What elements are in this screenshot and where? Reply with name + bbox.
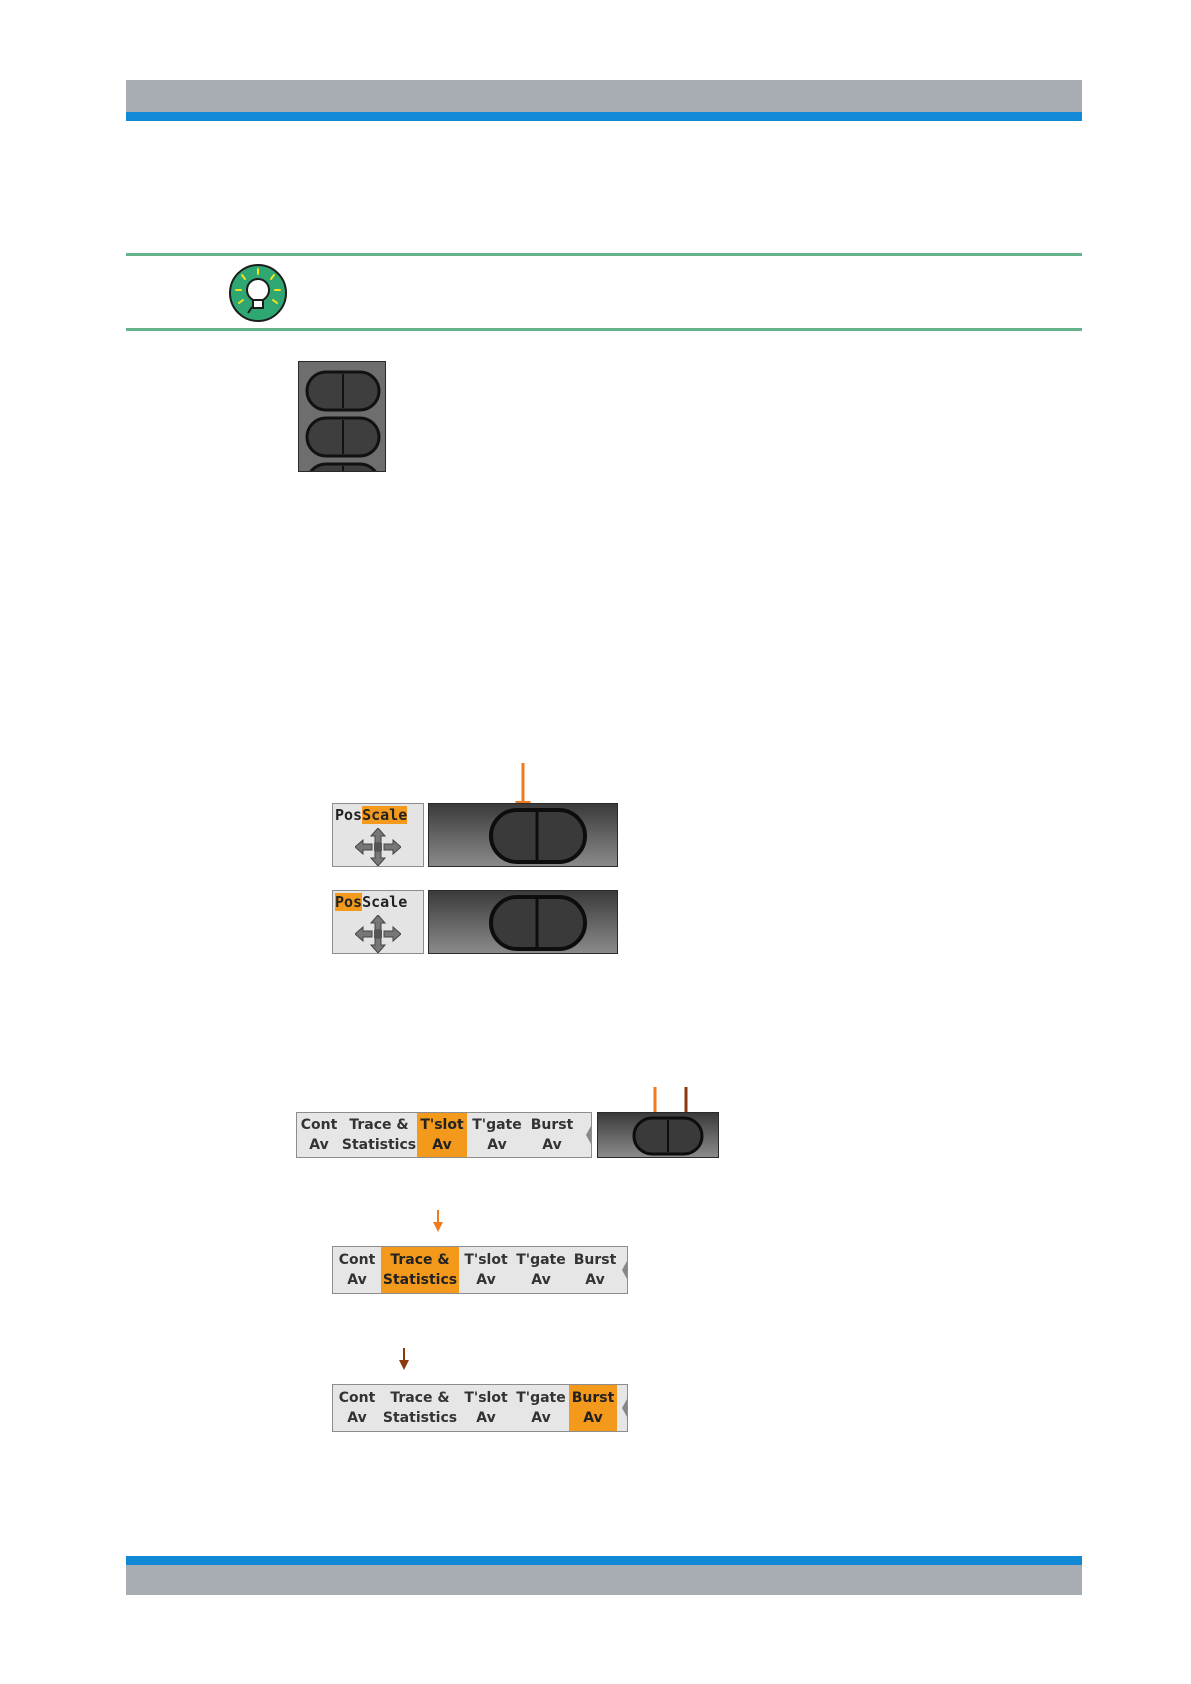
menu-item-trace-statistics[interactable]: [381, 1385, 459, 1431]
menu-item-line1: T'slot: [464, 1252, 508, 1268]
menu-item-burst-av[interactable]: [527, 1113, 577, 1157]
scroll-indicator: [621, 1385, 627, 1431]
posscale-panel-pos[interactable]: [332, 890, 424, 954]
menu-item-line1: Burst: [573, 1252, 617, 1268]
menu-item-line1: T'slot: [420, 1117, 464, 1133]
posscale-panel-scale[interactable]: [332, 803, 424, 867]
menu-item-line2: Av: [309, 1137, 329, 1153]
menu-item-line1: T'gate: [472, 1117, 522, 1133]
menu-item-line1: Trace &: [390, 1390, 450, 1406]
softkey-menu-burst-selected: [332, 1384, 628, 1432]
small-arrow-orange: [432, 1210, 444, 1232]
menu-item-line1: Trace &: [390, 1252, 450, 1268]
menu-item-line2: Statistics: [382, 1272, 458, 1288]
menu-item-line2: Statistics: [382, 1410, 458, 1426]
small-arrow-brown: [398, 1348, 410, 1370]
menu-item-burst-av[interactable]: [569, 1247, 621, 1293]
softkey-menu-main: [296, 1112, 592, 1158]
menu-item-line1: T'gate: [516, 1390, 566, 1406]
menu-item-line1: Trace &: [349, 1117, 409, 1133]
scroll-indicator: [585, 1113, 591, 1157]
menu-item-line1: Cont: [300, 1117, 338, 1133]
menu-item-trace-statistics[interactable]: [381, 1247, 459, 1293]
menu-item-line2: Av: [347, 1272, 367, 1288]
menu-item-line1: Burst: [571, 1390, 615, 1406]
move-arrows-icon: [355, 828, 401, 866]
move-arrows-icon: [355, 915, 401, 953]
scale-label: Scale: [362, 893, 408, 911]
menu-item-line1: Cont: [338, 1390, 376, 1406]
menu-item-line2: Av: [476, 1410, 496, 1426]
menu-item-line2: Av: [531, 1272, 551, 1288]
menu-item-tgate-av[interactable]: [467, 1113, 527, 1157]
pos-label: Pos: [335, 806, 363, 824]
softkey-menu-trace-selected: [332, 1246, 628, 1294]
rotary-knob[interactable]: [428, 803, 618, 867]
menu-item-tslot-av[interactable]: [417, 1113, 467, 1157]
menu-item-tslot-av[interactable]: [459, 1247, 513, 1293]
menu-item-line2: Av: [432, 1137, 452, 1153]
menu-item-burst-av[interactable]: [569, 1385, 617, 1431]
menu-item-tgate-av[interactable]: [513, 1385, 569, 1431]
footer-gray-bar: [126, 1565, 1082, 1595]
menu-item-trace-statistics[interactable]: [341, 1113, 417, 1157]
menu-item-line1: T'slot: [464, 1390, 508, 1406]
menu-item-line2: Av: [531, 1410, 551, 1426]
menu-item-line2: Av: [476, 1272, 496, 1288]
menu-item-line2: Av: [583, 1410, 603, 1426]
tip-top-rule: [126, 253, 1082, 256]
scroll-indicator: [621, 1247, 627, 1293]
header-gray-bar: [126, 80, 1082, 112]
scale-label-highlighted: Scale: [362, 806, 408, 824]
menu-item-tgate-av[interactable]: [513, 1247, 569, 1293]
menu-item-line1: Cont: [338, 1252, 376, 1268]
menu-item-cont-av[interactable]: [297, 1113, 341, 1157]
menu-item-line1: T'gate: [516, 1252, 566, 1268]
menu-item-cont-av[interactable]: [333, 1247, 381, 1293]
footer-blue-bar: [126, 1556, 1082, 1565]
rotary-knob[interactable]: [428, 890, 618, 954]
lightbulb-icon: [228, 263, 288, 323]
header-blue-bar: [126, 112, 1082, 121]
rotary-knob-small[interactable]: [597, 1112, 719, 1158]
menu-item-line2: Av: [585, 1272, 605, 1288]
posscale-labels: [335, 806, 407, 824]
menu-item-cont-av[interactable]: [333, 1385, 381, 1431]
menu-item-line2: Statistics: [341, 1137, 417, 1153]
tip-bottom-rule: [126, 328, 1082, 331]
menu-item-tslot-av[interactable]: [459, 1385, 513, 1431]
menu-item-line2: Av: [542, 1137, 562, 1153]
knob-stack-image: [298, 361, 386, 472]
posscale-labels: [335, 893, 407, 911]
menu-item-line1: Burst: [530, 1117, 574, 1133]
pos-label-highlighted: Pos: [335, 893, 363, 911]
menu-item-line2: Av: [347, 1410, 367, 1426]
menu-item-line2: Av: [487, 1137, 507, 1153]
